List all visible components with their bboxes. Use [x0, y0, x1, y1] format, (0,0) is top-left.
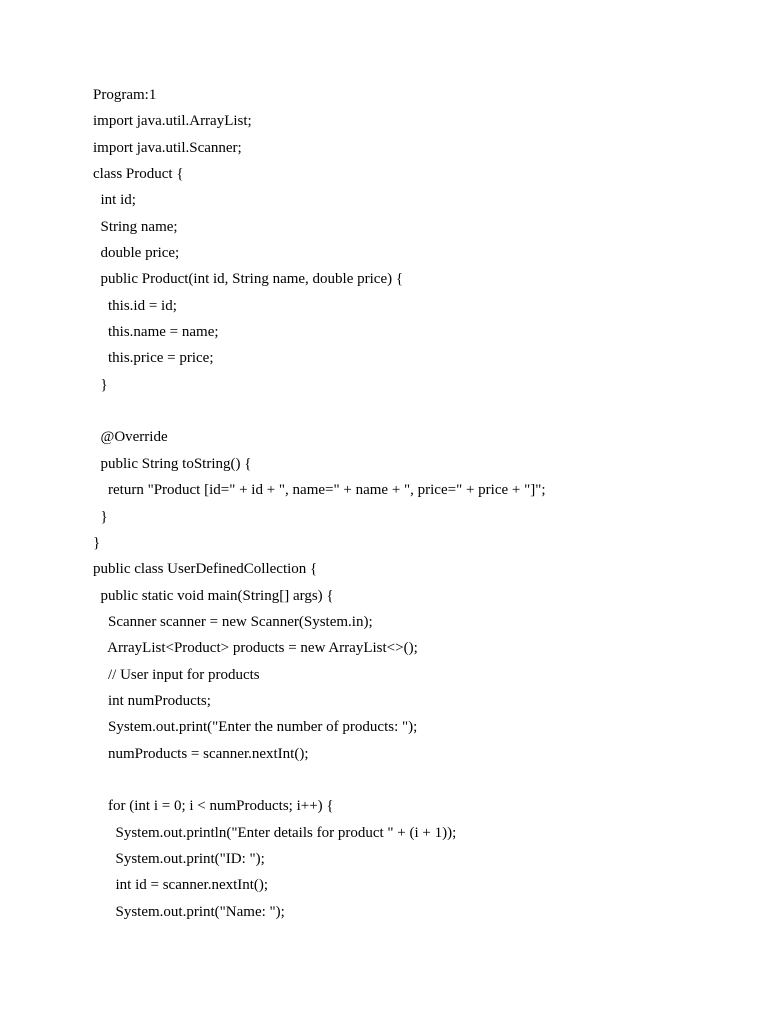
code-line: public static void main(String[] args) {: [93, 587, 334, 604]
code-line: int id;: [93, 192, 136, 209]
code-line: class Product {: [93, 166, 184, 183]
code-line: numProducts = scanner.nextInt();: [93, 745, 309, 762]
code-line: System.out.println("Enter details for product " + (i + 1));: [93, 824, 457, 841]
code-line: public Product(int id, String name, double price) {: [93, 271, 404, 288]
code-listing: [93, 84, 733, 927]
code-line: import java.util.ArrayList;: [93, 113, 252, 130]
program-heading: Program:1: [93, 87, 157, 103]
blank-line: [93, 769, 733, 795]
code-line: }: [93, 508, 108, 525]
code-line: this.name = name;: [93, 324, 219, 341]
code-line: public class UserDefinedCollection {: [93, 561, 318, 578]
code-line: @Override: [93, 429, 168, 446]
code-line: int id = scanner.nextInt();: [93, 877, 269, 894]
code-line: String name;: [93, 218, 178, 235]
code-line: System.out.print("ID: ");: [93, 850, 265, 867]
code-line: ArrayList<Product> products = new ArrayList<>();: [93, 640, 418, 657]
code-line: System.out.print("Name: ");: [93, 903, 285, 920]
code-comment: // User input for products: [93, 666, 260, 683]
code-line: int numProducts;: [93, 692, 211, 709]
code-line: }: [93, 534, 101, 551]
code-line: return "Product [id=" + id + ", name=" + name + ", price=" + price + "]";: [93, 482, 546, 499]
code-line: this.price = price;: [93, 350, 214, 367]
code-line: System.out.print("Enter the number of products: ");: [93, 719, 418, 736]
code-line: for (int i = 0; i < numProducts; i++) {: [93, 798, 334, 815]
code-line: Scanner scanner = new Scanner(System.in);: [93, 613, 373, 630]
code-line: this.id = id;: [93, 297, 177, 314]
code-line: }: [93, 376, 108, 393]
code-line: public String toString() {: [93, 455, 252, 472]
code-line: import java.util.Scanner;: [93, 139, 242, 156]
code-line: double price;: [93, 245, 180, 262]
blank-line: [93, 400, 733, 426]
